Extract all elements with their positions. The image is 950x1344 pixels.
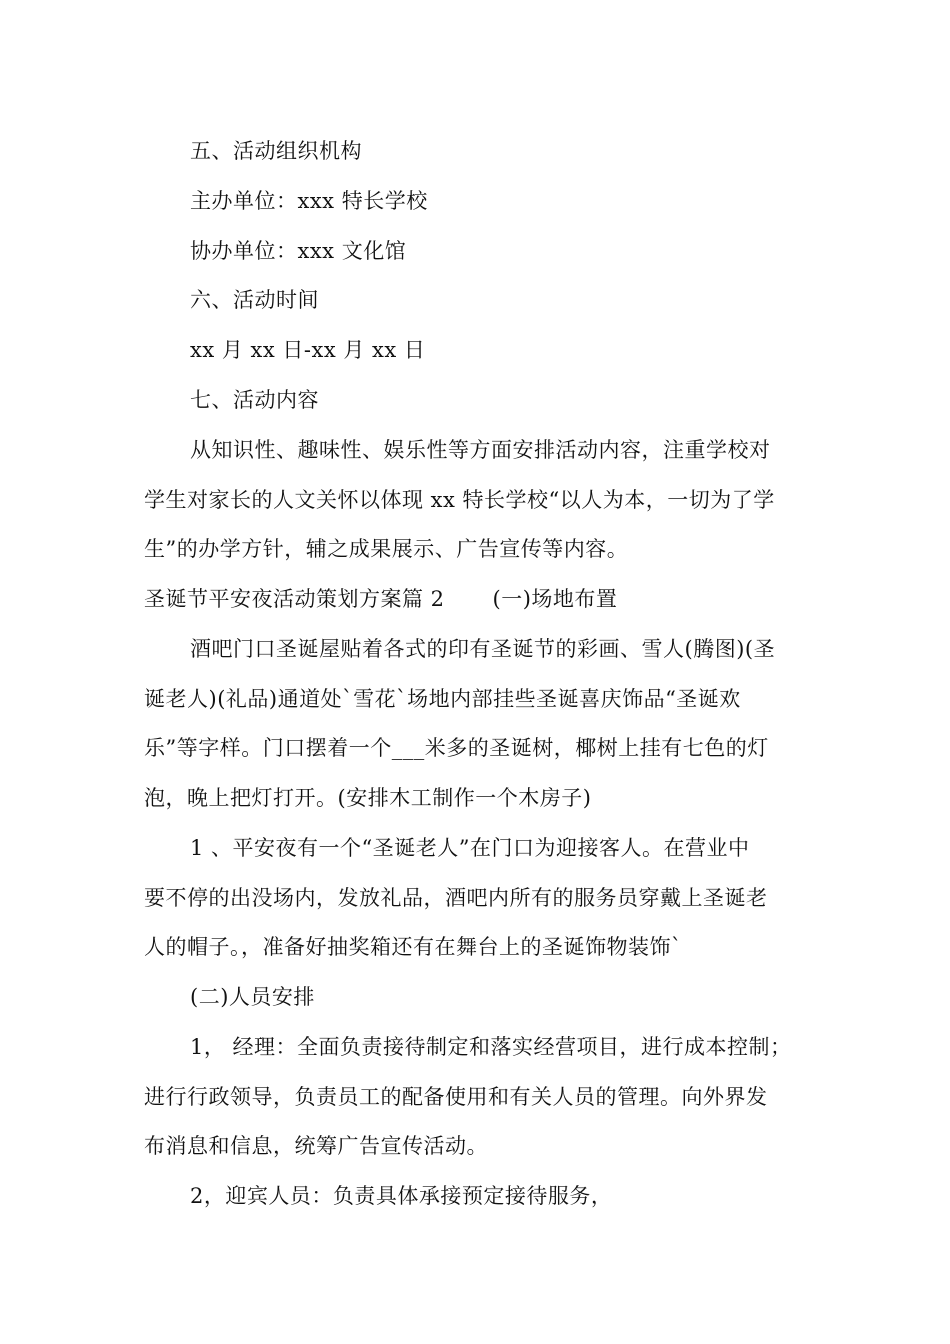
- host-unit: 主办单位：xxx 特长学校: [190, 189, 428, 213]
- item-1-paragraph-line: 要不停的出没场内，发放礼品，酒吧内所有的服务员穿戴上圣诞老: [144, 886, 768, 910]
- section-heading-time: 六、活动时间: [190, 288, 319, 312]
- co-host-unit: 协办单位：xxx 文化馆: [190, 239, 407, 263]
- section-heading-organization: 五、活动组织机构: [190, 139, 362, 163]
- content-paragraph-line: 生”的办学方针，辅之成果展示、广告宣传等内容。: [144, 537, 629, 561]
- item-1-paragraph-line: 1 、平安夜有一个“圣诞老人”在门口为迎接客人。在营业中: [190, 836, 750, 860]
- venue-paragraph-line: 诞老人)(礼品)通道处`雪花`场地内部挂些圣诞喜庆饰品“圣诞欢: [144, 687, 741, 711]
- content-paragraph-line: 从知识性、趣味性、娱乐性等方面安排活动内容，注重学校对: [190, 438, 771, 462]
- venue-paragraph-line: 泡，晚上把灯打开。(安排木工制作一个木房子): [144, 786, 592, 810]
- reception-paragraph-line: 2，迎宾人员：负责具体承接预定接待服务，: [190, 1184, 613, 1208]
- manager-paragraph-line: 1， 经理：全面负责接待制定和落实经营项目，进行成本控制；: [190, 1035, 792, 1059]
- article-title: 圣诞节平安夜活动策划方案篇 2: [144, 587, 445, 611]
- section-heading-staff: (二)人员安排: [190, 985, 315, 1009]
- section-heading-venue: (一)场地布置: [492, 587, 618, 611]
- venue-paragraph-line: 乐”等字样。门口摆着一个___米多的圣诞树，椰树上挂有七色的灯: [144, 736, 769, 760]
- manager-paragraph-line: 进行行政领导，负责员工的配备使用和有关人员的管理。向外界发: [144, 1085, 768, 1109]
- content-paragraph-line: 学生对家长的人文关怀以体现 xx 特长学校“以人为本，一切为了学: [144, 488, 775, 512]
- section-heading-content: 七、活动内容: [190, 388, 319, 412]
- manager-paragraph-line: 布消息和信息，统筹广告宣传活动。: [144, 1134, 488, 1158]
- item-1-paragraph-line: 人的帽子。，准备好抽奖箱还有在舞台上的圣诞饰物装饰`: [144, 935, 682, 959]
- activity-time-range: xx 月 xx 日-xx 月 xx 日: [190, 338, 426, 362]
- venue-paragraph-line: 酒吧门口圣诞屋贴着各式的印有圣诞节的彩画、雪人(腾图)(圣: [190, 637, 776, 661]
- article-title-line: [144, 584, 814, 614]
